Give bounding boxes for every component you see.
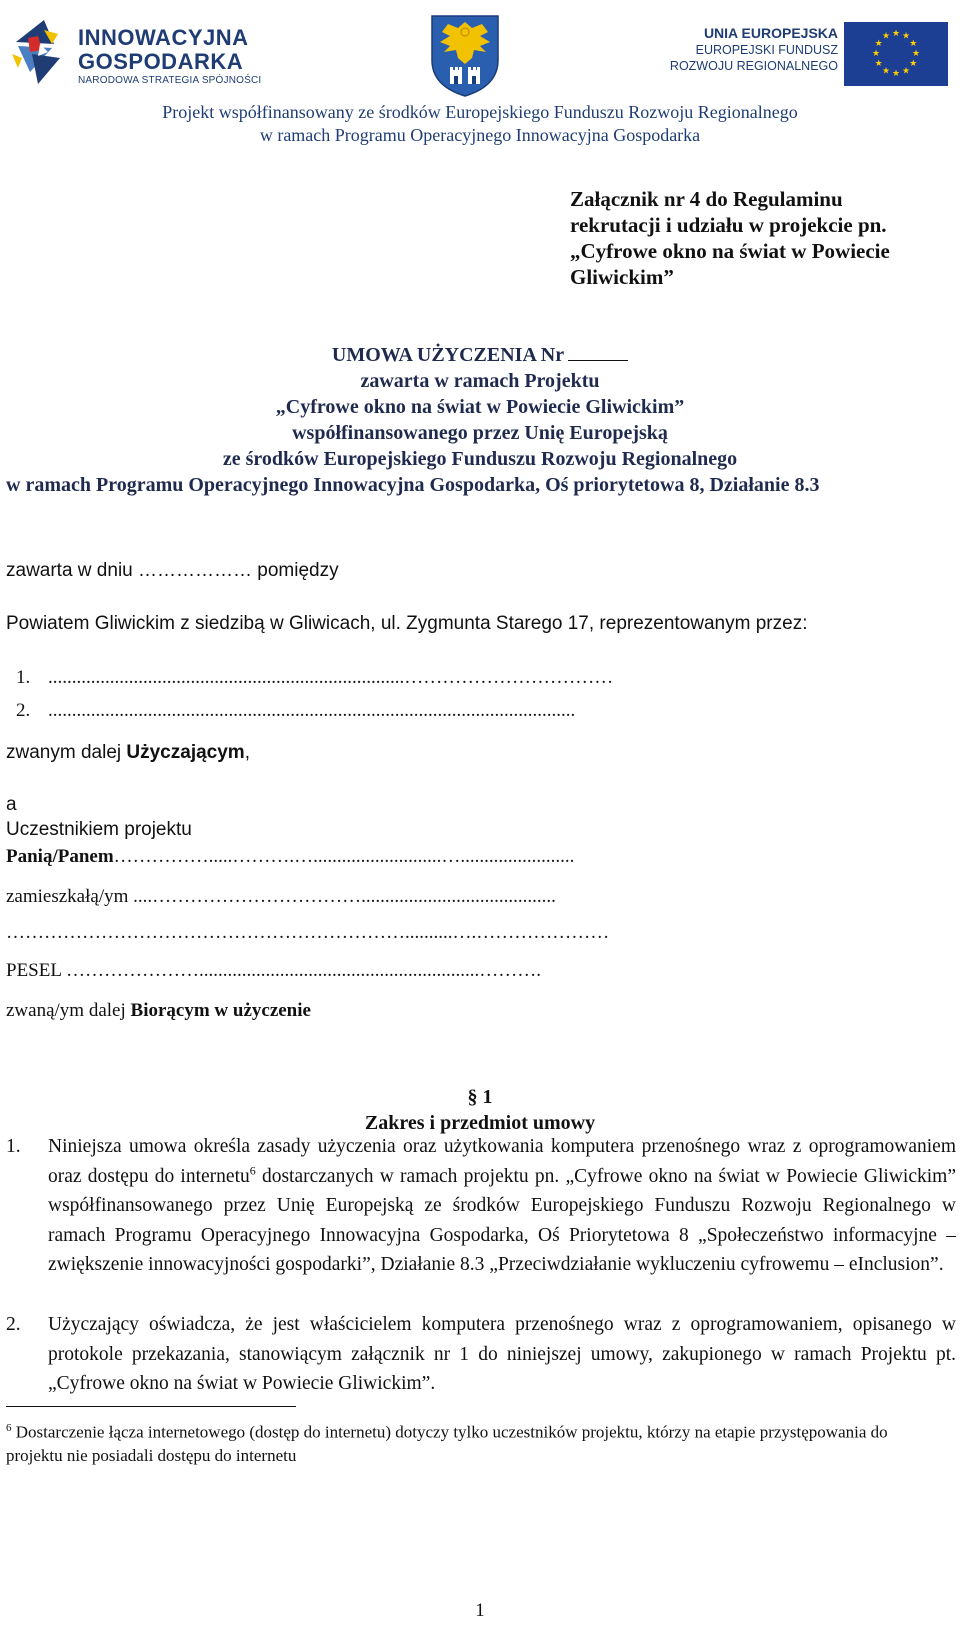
section-heading: Zakres i przedmiot umowy [364,1112,596,1134]
svg-text:★: ★ [891,69,901,79]
paragraph-1-text-b: dostarczanych w ramach projektu pn. „Cyfrowe okno na świat w Powiecie Gliwickim” współfinansowanego przez Unię Europejską ze środków Europejskiego Funduszu Rozwoju Regionalnego w ramach Programu Operacyjnego Innowacyjna Gospodarka, Oś Priorytetowa 8 „Społeczeństwo informacyjne – zwiększenie innowacyjności gospodarki”, Działanie 8.3 „Przeciwdziałanie wykluczeniu cyfrowemu – eInclusion”. [48,1165,956,1275]
borrower-label-pre: zwaną/ym dalej [6,1000,131,1021]
lender-label-bold: Użyczającym [126,742,245,763]
logo-ig-line1: INNOWACYJNA [78,25,249,50]
representative-2-number: 2. [16,700,31,721]
project-header-line2: w ramach Programu Operacyjnego Innowacyjna Gospodarka [259,125,701,145]
pesel-field: PESEL …………………...........................................................………. [6,960,541,981]
paragraph-1-text [48,1132,956,1280]
title-line6: w ramach Programu Operacyjnego Innowacyjna Gospodarka, Oś priorytetowa 8, Działanie 8.3 [6,474,820,496]
project-header-line1: Projekt współfinansowany ze środków Europejskiego Funduszu Rozwoju Regionalnego [162,102,798,122]
annex-line1: Załącznik nr 4 do Regulaminu [570,187,843,211]
logo-ig-line3: NARODOWA STRATEGIA SPÓJNOŚCI [78,75,262,86]
lender-label [6,742,250,764]
agreement-title [0,344,960,367]
lender-label-pre: zwanym dalej [6,742,127,763]
conjunction-a: a [6,794,17,815]
address-field-continued: ………………………………………………………..........….………………… [6,922,610,943]
svg-text:★: ★ [871,49,881,59]
footnote-separator [6,1406,296,1407]
svg-text:★: ★ [881,66,891,77]
footnote-ref-6[interactable]: 6 [249,1163,256,1177]
innowacyjna-gospodarka-logo [4,8,274,90]
eu-logo [648,6,956,98]
svg-text:★: ★ [874,39,883,49]
innovative-economy-logo-icon [8,14,72,86]
paragraph-2-text: Użyczający oświadcza, że jest właścicielem komputera przenośnego wraz z oprogramowaniem, opisanego w protokole przekazania, stanowiącym załącznik nr 1 do niniejszej umowy, zakupionego w ramach Projektu pt. „Cyfrowe okno na świat w Powiecie Gliwickim”. [48,1314,956,1394]
representative-1-number: 1. [16,667,31,688]
annex-line4: Gliwickim” [570,265,674,289]
eu-logo-line2: EUROPEJSKI FUNDUSZ [695,43,838,57]
footnote-text: Dostarczenie łącza internetowego (dostęp do internetu) dotyczy tylko uczestników projektu, którzy na etapie przystępowania do projektu nie posiadali dostępu do internetu [6,1422,888,1465]
title-line2: zawarta w ramach Projektu [360,370,600,392]
participant-name-label: Panią/Panem [6,846,114,867]
svg-text:★: ★ [874,59,883,69]
lender-line: Powiatem Gliwickim z siedzibą w Gliwicach, ul. Zygmunta Starego 17, reprezentowanym przez: [6,613,808,634]
eu-flag-icon [844,22,948,86]
svg-text:★: ★ [911,49,921,59]
agreement-title-text: UMOWA UŻYCZENIA Nr [331,344,565,366]
eu-logo-line1: UNIA EUROPEJSKA [703,25,838,41]
date-line: zawarta w dniu ……………… pomiędzy [6,560,339,581]
representative-2-field: ............................................................................................................... [48,700,576,721]
title-line4: współfinansowanego przez Unię Europejską [292,422,668,444]
svg-text:★: ★ [881,31,891,42]
representative-1-field: ...........................................................................…………………………… [48,667,614,688]
svg-text:★: ★ [901,31,911,42]
agreement-number-blank [568,346,628,361]
eu-logo-line3: ROZWOJU REGIONALNEGO [669,59,838,73]
paragraph-1-number: 1. [6,1136,21,1157]
address-field: zamieszkałą/ym ....……………………………......................................... [6,886,556,907]
svg-text:★: ★ [909,59,918,69]
silesia-eagle-coat-of-arms-icon [428,12,502,98]
title-line3: „Cyfrowe okno na świat w Powiecie Gliwickim” [275,396,685,418]
annex-line2: rekrutacji i udziału w projekcie pn. [570,213,887,237]
footnote-number: 6 [6,1422,12,1434]
title-line5: ze środków Europejskiego Funduszu Rozwoju Regionalnego [222,448,738,470]
participant-name-field [6,846,574,868]
page-number: 1 [475,1600,485,1621]
svg-text:★: ★ [891,29,901,39]
paragraph-1-text-a: Niniejsza umowa określa zasady użyczenia oraz użytkowania komputera przenośnego wraz z oprogramowaniem oraz dostępu do internetu [48,1136,956,1187]
svg-text:★: ★ [901,66,911,77]
annex-line3: „Cyfrowe okno na świat w Powiecie [570,239,890,263]
paragraph-2-number: 2. [6,1314,21,1335]
participant-label: Uczestnikiem projektu [6,819,192,840]
footnote-6 [6,1417,926,1467]
lender-label-post: , [244,742,250,763]
section-symbol: § 1 [467,1086,493,1108]
borrower-label [6,1000,311,1022]
participant-name-dots: …………….....……….…...........................…........................ [113,846,575,867]
svg-text:★: ★ [909,39,918,49]
borrower-label-bold: Biorącym w użyczenie [130,1000,311,1021]
logo-ig-line2: GOSPODARKA [78,49,244,74]
paragraph-1 [6,1132,956,1280]
paragraph-2 [6,1310,956,1399]
